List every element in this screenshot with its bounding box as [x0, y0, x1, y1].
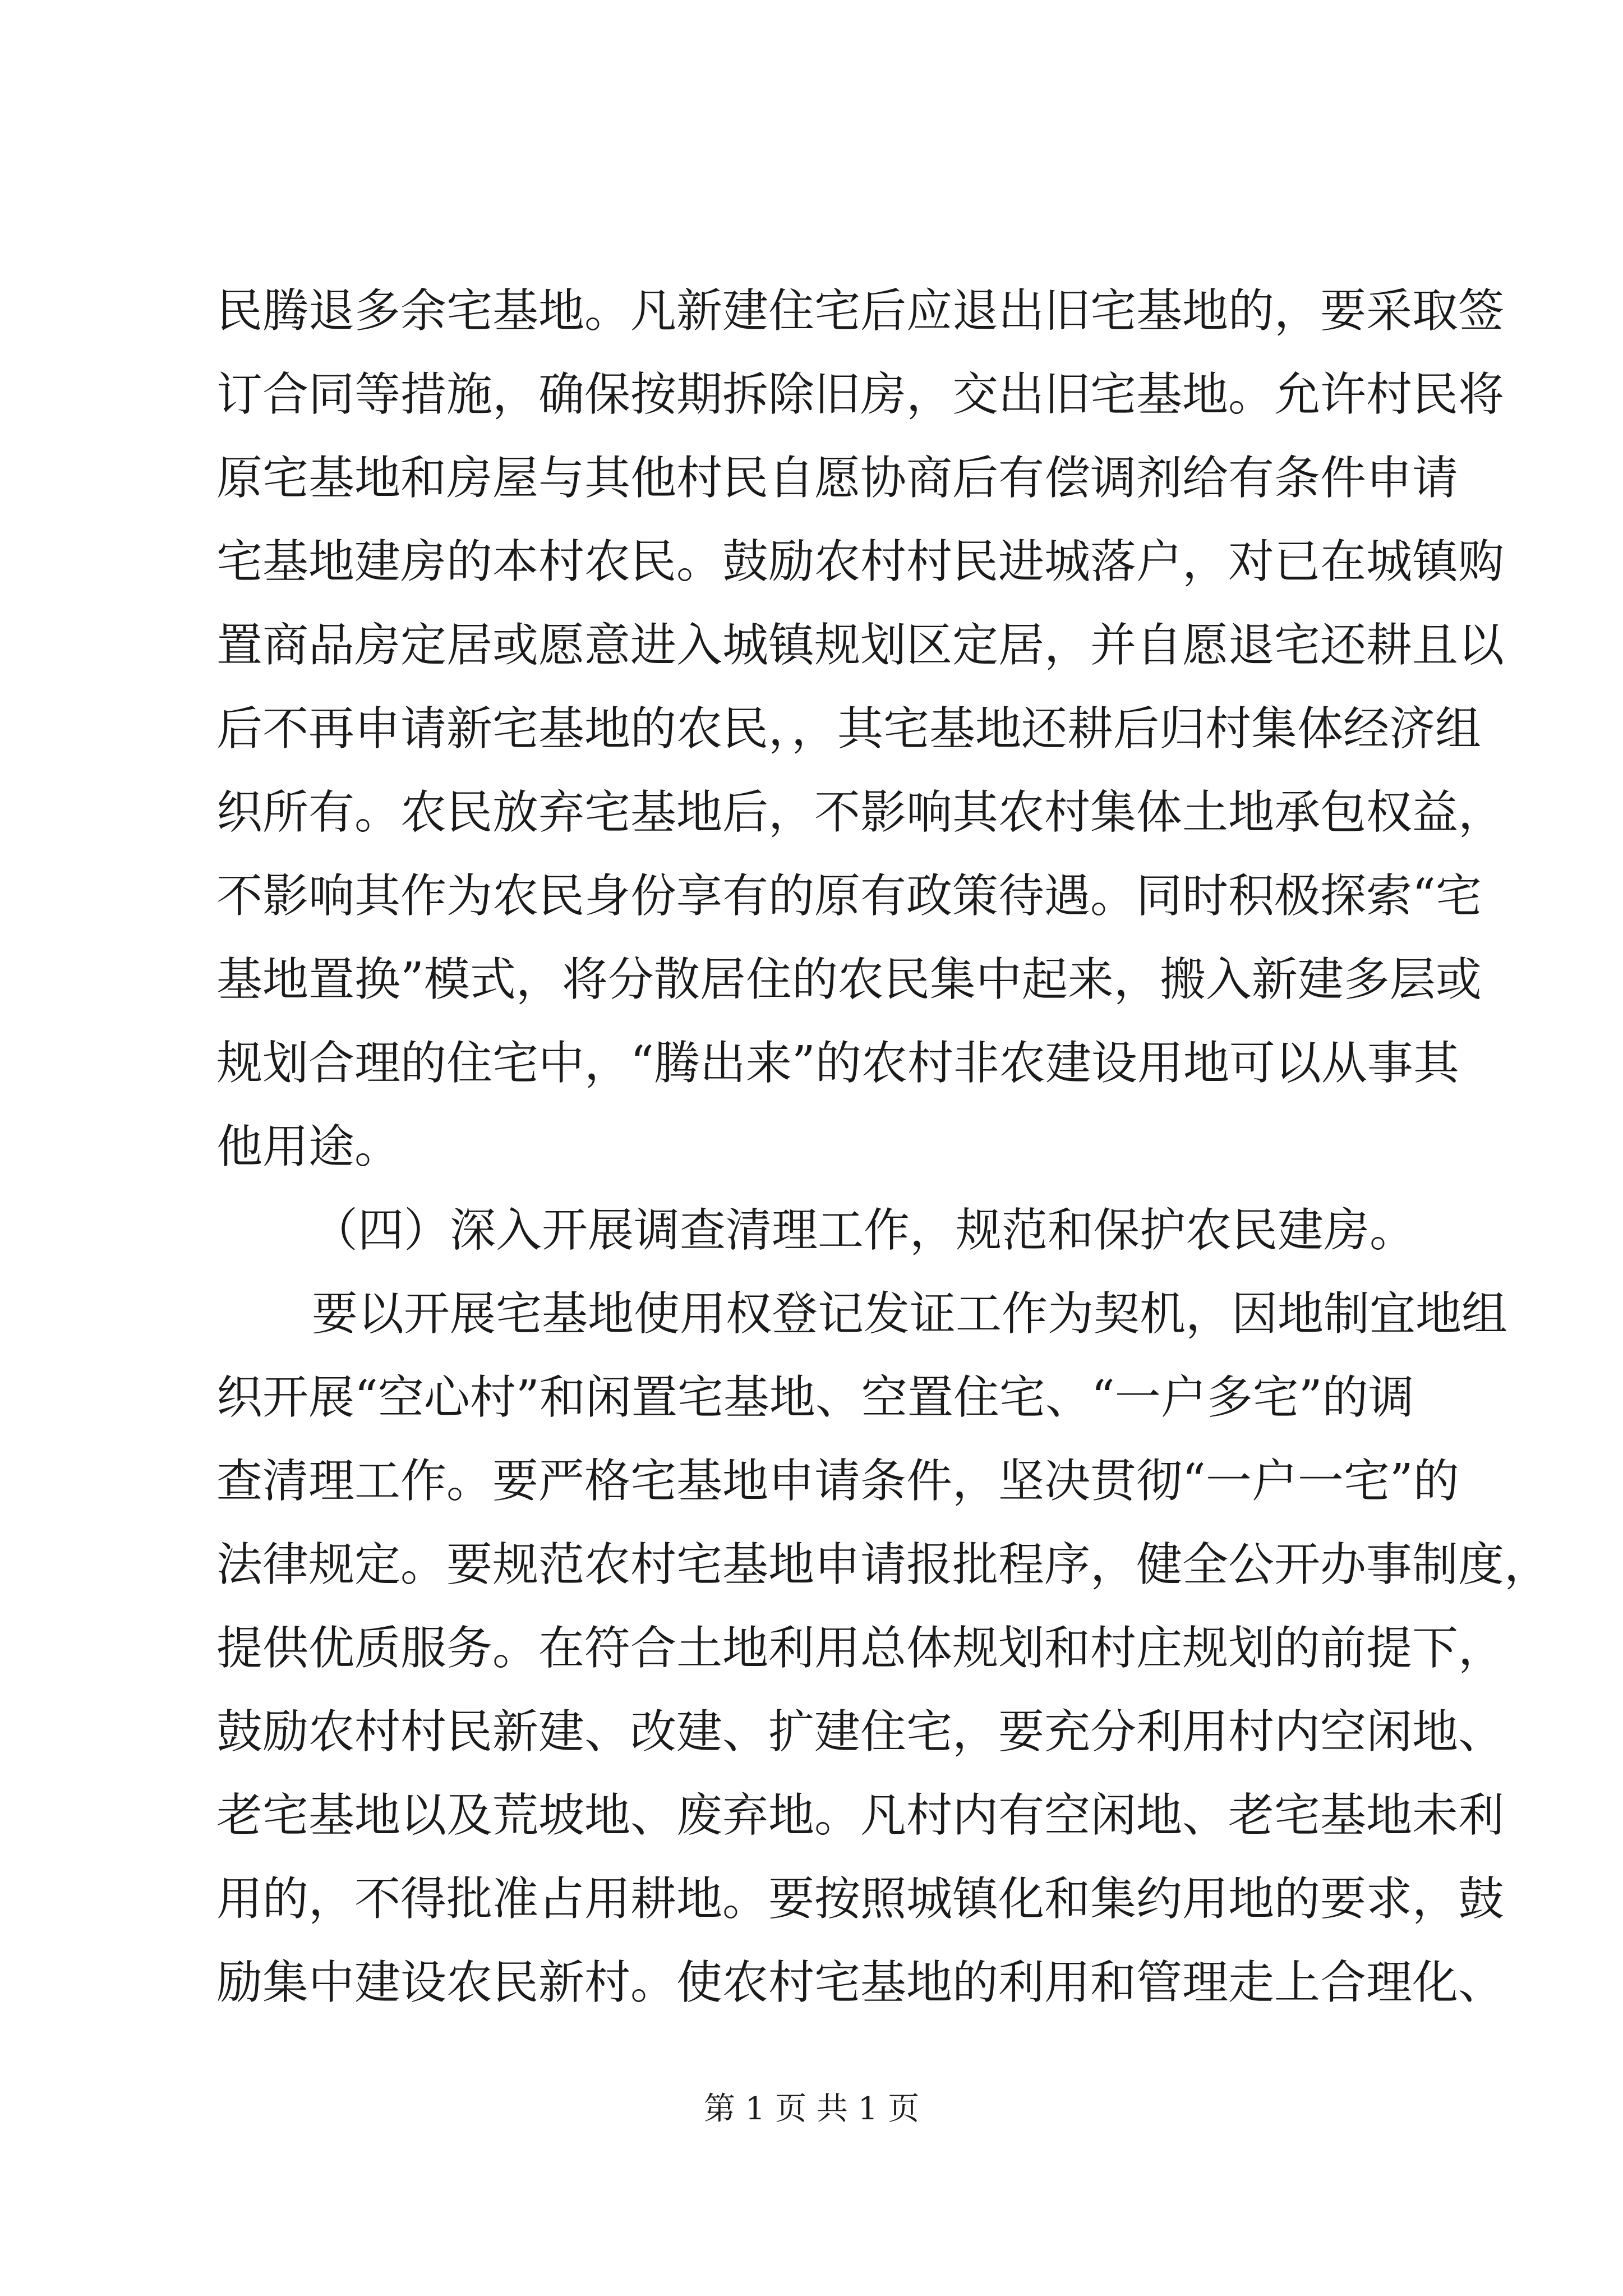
text-line: 要以开展宅基地使用权登记发证工作为契机，因地制宜地组 [312, 1287, 1508, 1341]
text-line: 织开展“空心村”和闲置宅基地、空置住宅、“一户多宅”的调 [216, 1371, 1414, 1424]
text-line: 原宅基地和房屋与其他村民自愿协商后有偿调剂给有条件申请 [216, 452, 1459, 505]
text-line: 不影响其作为农民身份享有的原有政策待遇。同时积极探索“宅 [216, 869, 1482, 923]
text-line: 用的，不得批准占用耕地。要按照城镇化和集约用地的要求，鼓 [216, 1872, 1505, 1926]
text-line: 订合同等措施，确保按期拆除旧房，交出旧宅基地。允许村民将 [216, 368, 1505, 421]
text-line: 基地置换”模式，将分散居住的农民集中起来，搬入新建多层或 [216, 953, 1482, 1006]
text-line: 法律规定。要规范农村宅基地申请报批程序，健全公开办事制度， [216, 1538, 1551, 1591]
text-line: 后不再申请新宅基地的农民，，其宅基地还耕后归村集体经济组 [216, 702, 1482, 756]
text-line: 老宅基地以及荒坡地、废弃地。凡村内有空闲地、老宅基地未利 [216, 1789, 1505, 1842]
text-line: 置商品房定居或愿意进入城镇规划区定居，并自愿退宅还耕且以 [216, 619, 1505, 672]
paragraph-p1 [216, 269, 1505, 1189]
text-line: 织所有。农民放弃宅基地后，不影响其农村集体土地承包权益， [216, 786, 1505, 839]
text-line: 宅基地建房的本村农民。鼓励农村村民进城落户，对已在城镇购 [216, 535, 1505, 588]
text-line: 规划合理的住宅中，“腾出来”的农村非农建设用地可以从事其 [216, 1037, 1459, 1090]
page-number: 第 1 页 共 1 页 [703, 2091, 920, 2127]
text-line: 提供优质服务。在符合土地利用总体规划和村庄规划的前提下， [216, 1622, 1505, 1675]
text-line: 励集中建设农民新村。使农村宅基地的利用和管理走上合理化、 [216, 1956, 1505, 2009]
text-line: 查清理工作。要严格宅基地申请条件，坚决贯彻“一户一宅”的 [216, 1455, 1459, 1508]
document-body [216, 269, 1551, 2024]
page-footer [0, 2090, 1623, 2129]
text-line: 他用途。 [216, 1120, 401, 1174]
paragraph-p2 [216, 1272, 1551, 2024]
text-line: 鼓励农村村民新建、改建、扩建住宅，要充分利用村内空闲地、 [216, 1705, 1505, 1759]
text-line: 民腾退多余宅基地。凡新建住宅后应退出旧宅基地的，要采取签 [216, 284, 1505, 338]
heading-line: （四）深入开展调查清理工作，规范和保护农民建房。 [312, 1204, 1416, 1257]
section-heading [216, 1189, 1416, 1272]
